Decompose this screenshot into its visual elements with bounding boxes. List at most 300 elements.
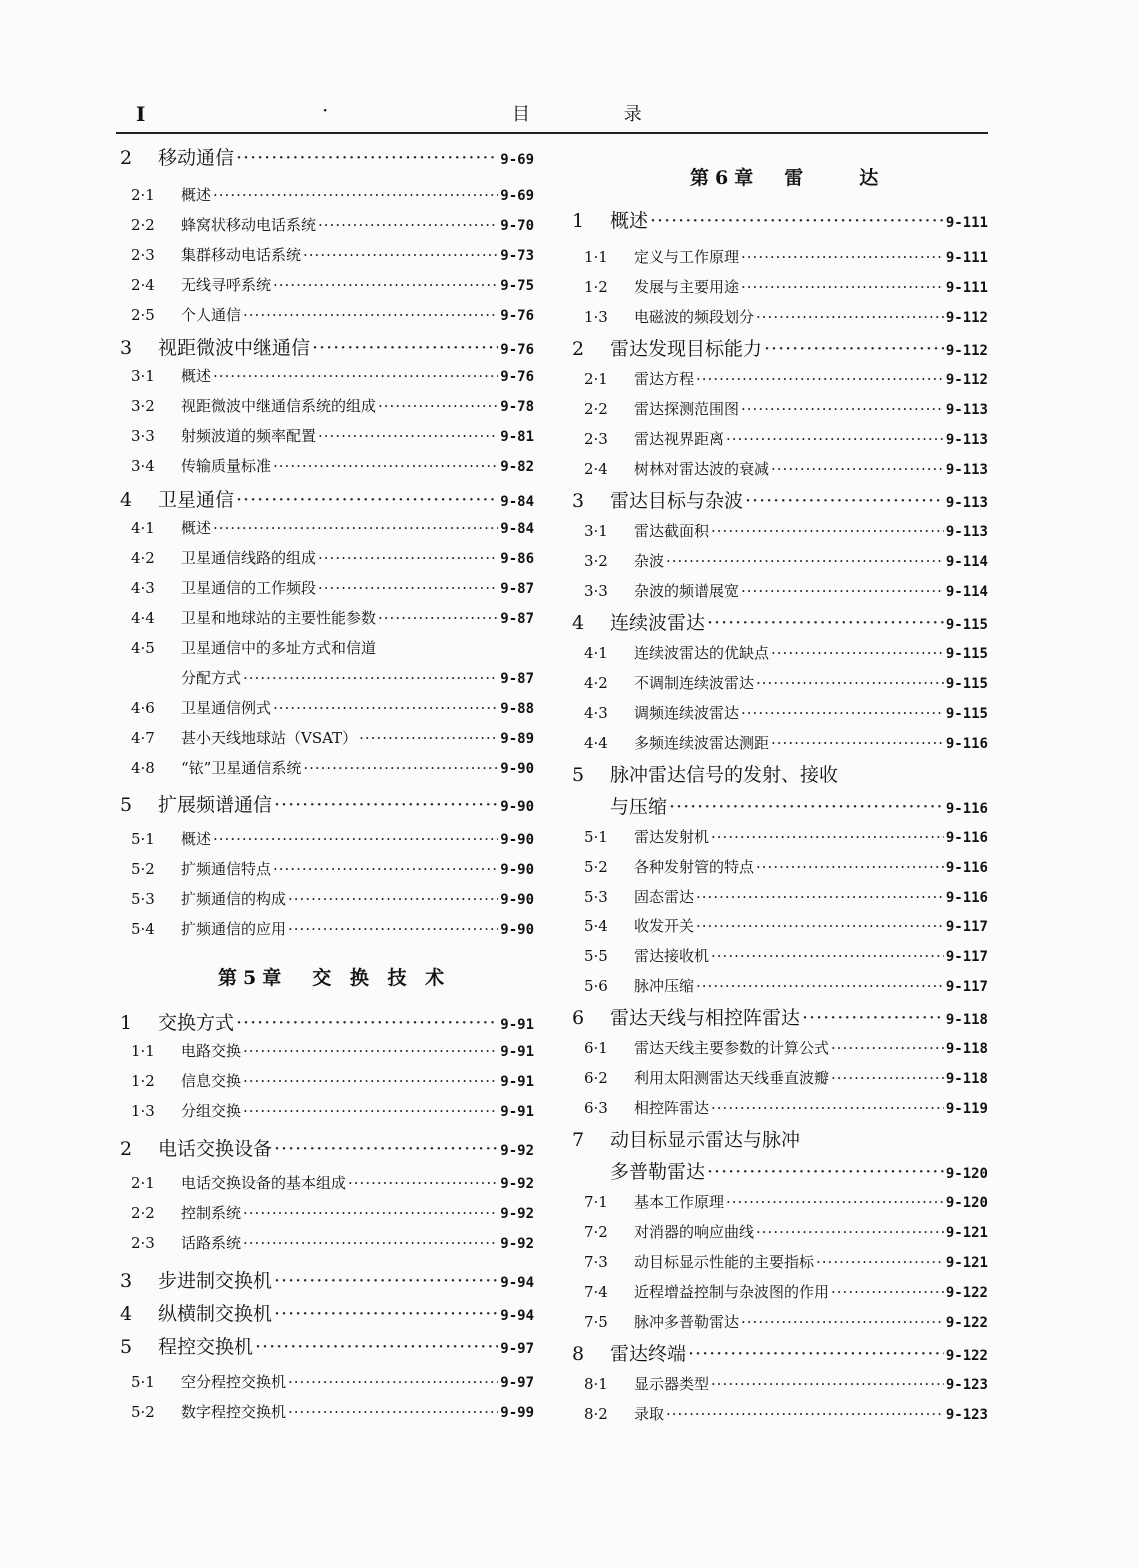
toc-entry <box>131 1371 534 1392</box>
dot-leader <box>745 490 944 512</box>
toc-entry-title: 不调制连续波雷达 <box>634 674 755 692</box>
dot-leader <box>312 337 498 359</box>
toc-entry-title: 分配方式 <box>181 669 242 687</box>
toc-entry-page: 9-115 <box>945 706 988 722</box>
dot-leader <box>756 858 944 876</box>
dot-leader <box>831 1069 944 1087</box>
dot-leader <box>711 828 944 846</box>
toc-entry <box>572 760 988 787</box>
toc-entry-page: 9-70 <box>500 218 534 234</box>
toc-entry-title: 步进制交换机 <box>158 1270 273 1292</box>
toc-entry-number: 4·1 <box>584 644 608 662</box>
toc-entry-number: 5·1 <box>131 830 155 848</box>
toc-entry-number: 7·1 <box>584 1193 608 1211</box>
toc-entry <box>584 672 988 693</box>
dot-leader <box>696 977 944 995</box>
dot-leader <box>274 794 498 816</box>
toc-entry-title: 分组交换 <box>181 1102 242 1120</box>
toc-entry-page: 9-90 <box>500 761 534 777</box>
page-number: I <box>136 102 146 126</box>
toc-entry-page: 9-90 <box>500 799 534 815</box>
toc-entry-page: 9-87 <box>500 581 534 597</box>
toc-entry-number: 4·6 <box>131 699 155 717</box>
toc-entry-page: 9-112 <box>945 310 988 326</box>
toc-entry-number: 2·2 <box>131 1204 155 1222</box>
toc-entry-page: 9-87 <box>500 671 534 687</box>
toc-entry <box>131 1040 534 1061</box>
toc-entry-number: 5 <box>120 794 133 816</box>
dot-leader <box>711 947 944 965</box>
toc-entry <box>120 1134 534 1161</box>
toc-entry-page: 9-90 <box>500 892 534 908</box>
dot-leader <box>236 1012 498 1034</box>
toc-entry <box>572 206 988 233</box>
toc-entry-title: 动目标显示雷达与脉冲 <box>610 1129 801 1151</box>
toc-entry-page: 9-122 <box>945 1285 988 1301</box>
toc-entry-number: 5·2 <box>131 860 155 878</box>
toc-entry-number: 3 <box>120 337 133 359</box>
toc-entry-page: 9-122 <box>945 1315 988 1331</box>
toc-entry <box>131 395 534 416</box>
toc-entry <box>584 886 988 907</box>
toc-entry-page: 9-90 <box>500 922 534 938</box>
toc-entry-title: 传输质量标准 <box>181 457 272 475</box>
toc-entry <box>584 702 988 723</box>
toc-entry-title: 收发开关 <box>634 917 695 935</box>
toc-entry <box>584 1221 988 1242</box>
dot-leader <box>756 674 944 692</box>
chapter-5-heading: 第5章 交 换 技 术 <box>218 967 451 989</box>
toc-entry-number: 6·3 <box>584 1099 608 1117</box>
toc-entry <box>131 577 534 598</box>
toc-entry <box>584 580 988 601</box>
toc-entry-page: 9-116 <box>945 736 988 752</box>
toc-entry-number: 5·3 <box>584 888 608 906</box>
toc-entry <box>584 1311 988 1332</box>
toc-entry-number: 4·1 <box>131 519 155 537</box>
toc-entry-title: 雷达发射机 <box>634 828 710 846</box>
dot-leader <box>378 609 498 627</box>
toc-entry <box>131 918 534 939</box>
toc-entry-number: 6 <box>572 1007 585 1029</box>
toc-entry-page: 9-78 <box>500 399 534 415</box>
toc-entry-title: 雷达方程 <box>634 370 695 388</box>
toc-entry-page: 9-94 <box>500 1275 534 1291</box>
toc-entry-title: 电话交换设备的基本组成 <box>181 1174 347 1192</box>
dot-leader <box>711 522 944 540</box>
dot-leader <box>764 338 944 360</box>
toc-entry-number: 4·3 <box>584 704 608 722</box>
toc-entry <box>120 485 534 512</box>
toc-entry <box>584 368 988 389</box>
dot-leader <box>707 612 944 634</box>
toc-entry <box>131 727 534 748</box>
dot-leader <box>243 1234 498 1252</box>
toc-entry <box>584 1097 988 1118</box>
dot-leader <box>318 549 498 567</box>
toc-entry-title: 电路交换 <box>181 1042 242 1060</box>
toc-entry-number: 1 <box>572 210 585 232</box>
dot-leader <box>213 830 498 848</box>
toc-entry-page: 9-91 <box>500 1017 534 1033</box>
toc-entry <box>131 1202 534 1223</box>
toc-entry-number: 7·3 <box>584 1253 608 1271</box>
toc-entry-page: 9-89 <box>500 731 534 747</box>
toc-entry-page: 9-113 <box>945 432 988 448</box>
toc-entry <box>572 1125 988 1152</box>
toc-entry-number: 8·1 <box>584 1375 608 1393</box>
dot-leader <box>666 1405 944 1423</box>
toc-entry <box>572 608 988 635</box>
toc-entry-number: 4 <box>572 612 585 634</box>
dot-leader <box>771 644 944 662</box>
toc-entry-page: 9-114 <box>945 554 988 570</box>
toc-entry-title: 动目标显示性能的主要指标 <box>634 1253 815 1271</box>
toc-entry-page: 9-91 <box>500 1104 534 1120</box>
dot-leader <box>741 400 944 418</box>
toc-entry <box>131 757 534 778</box>
toc-entry-title: 概述 <box>181 367 212 385</box>
toc-entry-page: 9-88 <box>500 701 534 717</box>
toc-entry-number: 3 <box>572 490 585 512</box>
toc-entry-number: 3·1 <box>584 522 608 540</box>
toc-entry-title: 卫星通信例式 <box>181 699 272 717</box>
toc-entry-page: 9-117 <box>945 919 988 935</box>
toc-entry-title: 电磁波的频段划分 <box>634 308 755 326</box>
toc-entry-title: 概述 <box>181 186 212 204</box>
toc-entry-number: 2·2 <box>584 400 608 418</box>
toc-entry-title: 纵横制交换机 <box>158 1303 273 1325</box>
toc-entry-page: 9-76 <box>500 342 534 358</box>
toc-entry-number: 8 <box>572 1343 585 1365</box>
dot-leader <box>243 669 498 687</box>
dot-leader <box>741 582 944 600</box>
toc-entry-title: 脉冲雷达信号的发射、接收 <box>610 764 839 786</box>
toc-entry <box>131 184 534 205</box>
toc-entry-page: 9-99 <box>500 1405 534 1421</box>
toc-entry-number: 2·4 <box>131 276 155 294</box>
toc-entry-title: 各种发射管的特点 <box>634 858 755 876</box>
toc-entry-title: 杂波 <box>634 552 665 570</box>
toc-entry <box>120 333 534 360</box>
toc-entry-number: 4·4 <box>584 734 608 752</box>
toc-entry <box>584 1403 988 1424</box>
dot-leader <box>726 1193 944 1211</box>
chapter-6-heading: 第6章 雷 达 <box>690 167 885 189</box>
toc-entry <box>131 1232 534 1253</box>
dot-leader <box>711 1375 944 1393</box>
dot-leader <box>288 1373 498 1391</box>
toc-entry <box>584 1281 988 1302</box>
dot-leader <box>274 1303 498 1325</box>
toc-entry-number: 5·4 <box>131 920 155 938</box>
toc-entry <box>572 1003 988 1030</box>
dot-leader <box>696 370 944 388</box>
toc-entry-number: 2·2 <box>131 216 155 234</box>
toc-entry-title: 卫星通信线路的组成 <box>181 549 317 567</box>
toc-entry <box>584 1067 988 1088</box>
toc-entry-title: 脉冲多普勒雷达 <box>634 1313 740 1331</box>
toc-entry <box>584 915 988 936</box>
toc-entry-title: 概述 <box>181 830 212 848</box>
toc-entry-title: 雷达终端 <box>610 1343 687 1365</box>
dot-leader <box>288 920 498 938</box>
toc-entry-number: 3·1 <box>131 367 155 385</box>
toc-entry <box>584 398 988 419</box>
toc-entry <box>584 1037 988 1058</box>
page-header <box>118 100 990 132</box>
dot-leader <box>318 579 498 597</box>
toc-entry-title: 甚小天线地球站（VSAT） <box>181 729 358 747</box>
toc-entry-page: 9-115 <box>945 676 988 692</box>
dot-leader <box>741 704 944 722</box>
toc-entry-page: 9-69 <box>500 152 534 168</box>
toc-entry-number: 6·2 <box>584 1069 608 1087</box>
toc-entry-page: 9-116 <box>945 801 988 817</box>
toc-entry <box>131 425 534 446</box>
toc-entry-number: 1·3 <box>131 1102 155 1120</box>
toc-entry <box>584 1251 988 1272</box>
toc-entry-number: 1·2 <box>584 278 608 296</box>
toc-entry <box>584 1191 988 1212</box>
toc-entry-title: 近程增益控制与杂波图的作用 <box>634 1283 830 1301</box>
toc-entry-page: 9-76 <box>500 308 534 324</box>
toc-entry-title: 个人通信 <box>181 306 242 324</box>
toc-entry-page: 9-123 <box>945 1407 988 1423</box>
toc-entry-title: 电话交换设备 <box>158 1138 273 1160</box>
toc-entry-number: 4·3 <box>131 579 155 597</box>
toc-entry <box>584 276 988 297</box>
dot-leader <box>756 1223 944 1241</box>
toc-entry-title: 多频连续波雷达测距 <box>634 734 770 752</box>
toc-entry-page: 9-122 <box>945 1348 988 1364</box>
toc-entry-page: 9-86 <box>500 551 534 567</box>
toc-entry <box>584 975 988 996</box>
toc-entry-title: 数字程控交换机 <box>181 1403 287 1421</box>
dot-leader <box>831 1283 944 1301</box>
toc-entry-number: 5·2 <box>584 858 608 876</box>
dot-leader <box>243 1042 498 1060</box>
dot-leader <box>726 430 944 448</box>
toc-entry-number: 7 <box>572 1129 585 1151</box>
toc-entry-title: 扩展频谱通信 <box>158 794 273 816</box>
toc-entry-number: 5·1 <box>131 1373 155 1391</box>
toc-entry-page: 9-91 <box>500 1074 534 1090</box>
dot-leader <box>318 216 498 234</box>
toc-entry-title: 基本工作原理 <box>634 1193 725 1211</box>
toc-entry-page: 9-73 <box>500 248 534 264</box>
toc-entry <box>572 1157 988 1184</box>
toc-entry-page: 9-120 <box>945 1166 988 1182</box>
toc-entry-title: 射频波道的频率配置 <box>181 427 317 445</box>
toc-entry-page: 9-91 <box>500 1044 534 1060</box>
toc-entry-page: 9-115 <box>945 646 988 662</box>
toc-entry <box>584 1373 988 1394</box>
dot-leader <box>802 1007 944 1029</box>
dot-leader <box>650 210 944 232</box>
toc-entry-title: 录取 <box>634 1405 665 1423</box>
toc-entry-number: 5·4 <box>584 917 608 935</box>
toc-entry-number: 2·5 <box>131 306 155 324</box>
toc-entry <box>120 1266 534 1293</box>
toc-entry-title: 固态雷达 <box>634 888 695 906</box>
toc-entry-number: 1·3 <box>584 308 608 326</box>
toc-entry-title: 树林对雷达波的衰减 <box>634 460 770 478</box>
toc-entry-title: 扩频通信特点 <box>181 860 272 878</box>
toc-entry-number: 2·4 <box>584 460 608 478</box>
toc-entry-page: 9-116 <box>945 830 988 846</box>
toc-entry <box>572 334 988 361</box>
toc-entry <box>131 1070 534 1091</box>
toc-entry-page: 9-116 <box>945 860 988 876</box>
toc-entry <box>120 1008 534 1035</box>
toc-entry-title: 无线寻呼系统 <box>181 276 272 294</box>
toc-entry-number: 2·3 <box>584 430 608 448</box>
dot-leader <box>213 367 498 385</box>
dot-leader <box>243 306 498 324</box>
toc-entry-title: 杂波的频谱展宽 <box>634 582 740 600</box>
toc-entry-title: 卫星通信中的多址方式和信道 <box>181 639 377 657</box>
toc-entry-number: 5·3 <box>131 890 155 908</box>
toc-entry-page: 9-69 <box>500 188 534 204</box>
dot-leader <box>303 246 498 264</box>
toc-entry-title: 显示器类型 <box>634 1375 710 1393</box>
header-rule <box>116 132 988 134</box>
toc-entry <box>131 214 534 235</box>
dot-leader <box>831 1039 944 1057</box>
dot-leader <box>696 888 944 906</box>
toc-entry <box>131 637 534 658</box>
dot-leader <box>378 397 498 415</box>
toc-entry-title: 话路系统 <box>181 1234 242 1252</box>
toc-entry-page: 9-90 <box>500 862 534 878</box>
toc-entry-title: 蜂窝状移动电话系统 <box>181 216 317 234</box>
toc-entry-page: 9-92 <box>500 1236 534 1252</box>
toc-entry-number: 4·4 <box>131 609 155 627</box>
toc-entry <box>131 1401 534 1422</box>
dot-leader <box>348 1174 498 1192</box>
dot-leader <box>273 699 498 717</box>
toc-entry <box>584 246 988 267</box>
toc-entry-page: 9-97 <box>500 1341 534 1357</box>
toc-entry <box>131 517 534 538</box>
dot-leader <box>236 489 498 511</box>
toc-entry-number: 5 <box>572 764 585 786</box>
toc-entry-title: 扩频通信的应用 <box>181 920 287 938</box>
toc-entry <box>131 697 534 718</box>
toc-entry <box>131 1100 534 1121</box>
dot-leader <box>274 1138 498 1160</box>
dot-leader <box>696 917 944 935</box>
toc-entry-title: 空分程控交换机 <box>181 1373 287 1391</box>
dot-leader <box>243 1102 498 1120</box>
toc-entry <box>131 888 534 909</box>
toc-entry-number: 7·5 <box>584 1313 608 1331</box>
toc-entry-page: 9-117 <box>945 949 988 965</box>
toc-entry-number: 3 <box>120 1270 133 1292</box>
dot-leader <box>243 1204 498 1222</box>
toc-entry-page: 9-84 <box>500 494 534 510</box>
toc-entry <box>584 732 988 753</box>
toc-entry-number: 5·1 <box>584 828 608 846</box>
toc-entry-title: 雷达接收机 <box>634 947 710 965</box>
toc-entry <box>131 274 534 295</box>
toc-entry-title: 扩频通信的构成 <box>181 890 287 908</box>
toc-entry <box>584 428 988 449</box>
toc-entry-page: 9-118 <box>945 1071 988 1087</box>
toc-entry <box>120 143 534 170</box>
toc-entry-page: 9-113 <box>945 462 988 478</box>
toc-entry-number: 2·1 <box>131 186 155 204</box>
toc-entry-number: 7·4 <box>584 1283 608 1301</box>
dot-leader <box>741 278 944 296</box>
dot-leader <box>771 734 944 752</box>
toc-entry-page: 9-121 <box>945 1225 988 1241</box>
toc-entry <box>120 1299 534 1326</box>
toc-entry-number: 4·5 <box>131 639 155 657</box>
toc-entry-number: 2·1 <box>584 370 608 388</box>
toc-entry-title: 雷达视界距离 <box>634 430 725 448</box>
toc-entry-page: 9-97 <box>500 1375 534 1391</box>
toc-entry-title: 利用太阳测雷达天线垂直波瓣 <box>634 1069 830 1087</box>
toc-entry-title: 概述 <box>610 210 649 232</box>
toc-entry-page: 9-115 <box>945 617 988 633</box>
toc-entry-title: 相控阵雷达 <box>634 1099 710 1117</box>
toc-entry-page: 9-116 <box>945 890 988 906</box>
toc-entry-title: 程控交换机 <box>158 1336 254 1358</box>
toc-entry-page: 9-113 <box>945 524 988 540</box>
toc-entry-number: 3·2 <box>131 397 155 415</box>
toc-entry <box>120 790 534 817</box>
toc-entry-number: 5·2 <box>131 1403 155 1421</box>
toc-entry <box>131 858 534 879</box>
toc-entry-page: 9-81 <box>500 429 534 445</box>
dot-leader <box>213 519 498 537</box>
toc-entry-number: 3·4 <box>131 457 155 475</box>
toc-entry-title: 连续波雷达 <box>610 612 706 634</box>
toc-entry-number: 7·2 <box>584 1223 608 1241</box>
toc-entry-page: 9-90 <box>500 832 534 848</box>
toc-entry <box>131 607 534 628</box>
dot-leader <box>359 729 498 747</box>
dot-leader <box>756 308 944 326</box>
dot-leader <box>274 1270 498 1292</box>
toc-entry <box>584 520 988 541</box>
toc-entry <box>120 1332 534 1359</box>
toc-entry-page: 9-111 <box>945 280 988 296</box>
toc-entry <box>131 1172 534 1193</box>
toc-entry-number: 1·2 <box>131 1072 155 1090</box>
dot-leader <box>707 1161 944 1183</box>
toc-entry-page: 9-118 <box>945 1041 988 1057</box>
toc-entry-number: 3·3 <box>131 427 155 445</box>
dot-leader <box>711 1099 944 1117</box>
dot-leader <box>688 1343 944 1365</box>
toc-entry-title: 与压缩 <box>610 796 668 818</box>
dot-leader <box>255 1336 498 1358</box>
dot-leader <box>273 860 498 878</box>
toc-entry-title: 调频连续波雷达 <box>634 704 740 722</box>
toc-entry-number: 5 <box>120 1336 133 1358</box>
toc-entry-title: 雷达目标与杂波 <box>610 490 744 512</box>
toc-entry-title: 雷达发现目标能力 <box>610 338 763 360</box>
toc-entry-title: 卫星通信 <box>158 489 235 511</box>
toc-entry-page: 9-75 <box>500 278 534 294</box>
toc-entry-page: 9-94 <box>500 1308 534 1324</box>
dot-leader <box>273 276 498 294</box>
toc-entry-page: 9-112 <box>945 343 988 359</box>
toc-entry-title: 雷达探测范围图 <box>634 400 740 418</box>
